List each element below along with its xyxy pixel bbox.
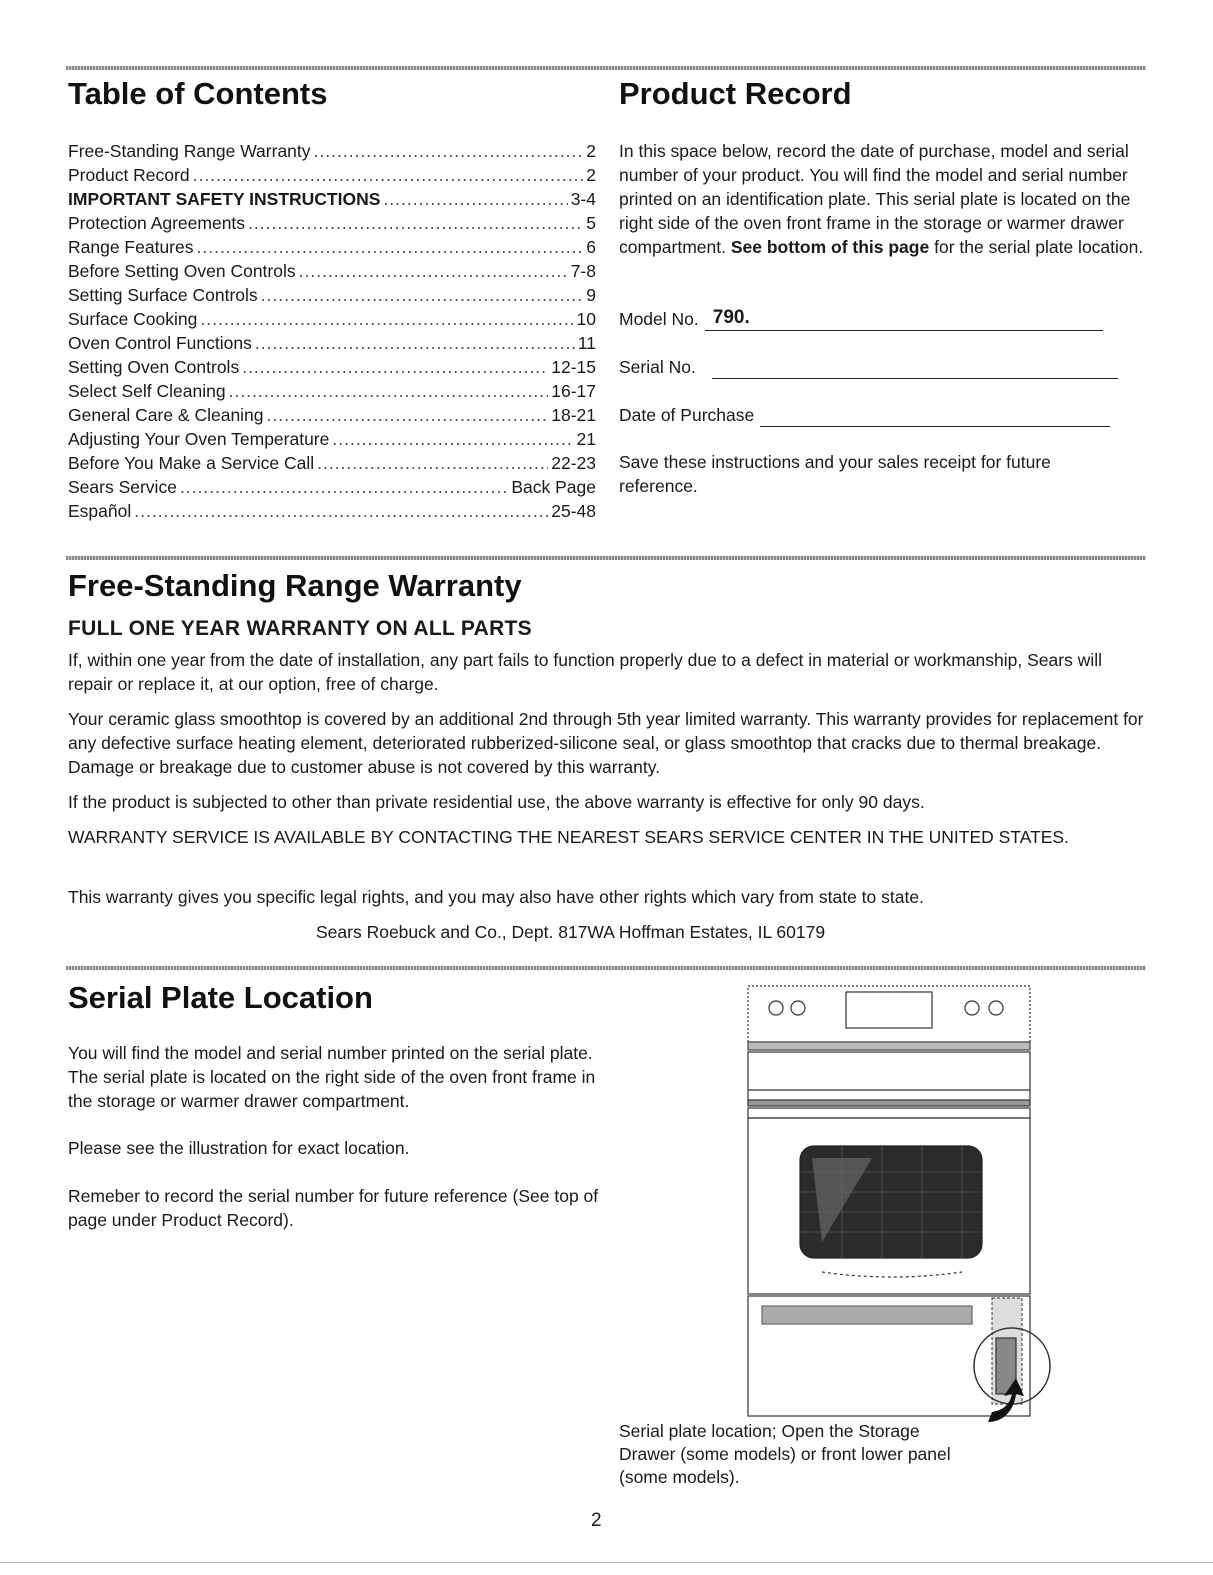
illustration-caption: Serial plate location; Open the Storage Drawer (some models) or front lower panel (some models). (619, 1421, 951, 1487)
toc-leader-dots (317, 451, 548, 475)
toc-list (68, 139, 596, 523)
purchase-date-line[interactable] (760, 404, 1110, 427)
toc-entry-page: 6 (586, 237, 596, 257)
save-note: Save these instructions and your sales receipt for future reference. (619, 452, 1051, 496)
toc-entry-page: 12-15 (551, 357, 596, 377)
knob-icon (791, 1001, 805, 1015)
warranty-para-5: This warranty gives you specific legal rights, and you may also have other rights which vary from state to state. (68, 887, 924, 907)
toc-leader-dots (134, 499, 548, 523)
toc-entry[interactable] (68, 139, 596, 163)
toc-entry-title: Product Record (68, 165, 190, 185)
toc-heading: Table of Contents (68, 76, 328, 111)
model-number-line[interactable] (705, 308, 1103, 331)
toc-entry-page: 7-8 (570, 261, 596, 281)
toc-entry-title: Before You Make a Service Call (68, 453, 315, 473)
warranty-subheading: FULL ONE YEAR WARRANTY ON ALL PARTS (68, 617, 532, 640)
toc-entry-title: Before Setting Oven Controls (68, 261, 296, 281)
bottom-rule (0, 1562, 1213, 1563)
toc-leader-dots (267, 403, 549, 427)
toc-entry-title: Protection Agreements (68, 213, 246, 233)
toc-entry-page: 2 (586, 165, 596, 185)
toc-entry-title: Free-Standing Range Warranty (68, 141, 311, 161)
toc-entry-title: Range Features (68, 237, 194, 257)
warranty-heading: Free-Standing Range Warranty (68, 568, 522, 603)
toc-entry-page: 10 (576, 309, 596, 329)
product-record-heading: Product Record (619, 76, 852, 111)
toc-leader-dots (180, 475, 508, 499)
toc-leader-dots (299, 259, 568, 283)
knob-icon (989, 1001, 1003, 1015)
lower-divider (66, 966, 1146, 970)
toc-entry-title: Adjusting Your Oven Temperature (68, 429, 330, 449)
toc-entry-title: Español (68, 501, 132, 521)
serial-number-field[interactable] (619, 355, 1118, 379)
serial-plate-para-3: Remeber to record the serial number for future reference (See top of page under Product Record). (68, 1186, 599, 1230)
toc-leader-dots (242, 355, 548, 379)
warranty-para-3: If the product is subjected to other than private residential use, the above warranty is effective for only 90 days. (68, 792, 925, 812)
product-record-intro-tail: for the serial plate location. (934, 237, 1144, 257)
toc-entry-title: Select Self Cleaning (68, 381, 226, 401)
top-divider (66, 66, 1146, 70)
toc-entry-title: Sears Service (68, 477, 177, 497)
toc-leader-dots (383, 187, 567, 211)
toc-entry-page: 11 (577, 333, 596, 353)
serial-plate-para-2: Please see the illustration for exact location. (68, 1138, 410, 1158)
toc-entry-page: 16-17 (551, 381, 596, 401)
drawer-handle (762, 1306, 972, 1324)
toc-entry-page: 18-21 (551, 405, 596, 425)
model-number-label: Model No. (619, 309, 699, 329)
toc-leader-dots (197, 235, 584, 259)
toc-entry[interactable] (68, 355, 596, 379)
middle-divider (66, 556, 1146, 560)
toc-entry[interactable] (68, 259, 596, 283)
model-number-field[interactable] (619, 307, 1103, 331)
toc-entry-page: 5 (586, 213, 596, 233)
toc-entry-page: 22-23 (551, 453, 596, 473)
knob-icon (769, 1001, 783, 1015)
serial-number-label: Serial No. (619, 357, 696, 377)
clock-display (846, 992, 932, 1028)
toc-entry-title: Oven Control Functions (68, 333, 252, 353)
toc-entry-title: Surface Cooking (68, 309, 198, 329)
toc-leader-dots (229, 379, 549, 403)
toc-entry-page: 2 (586, 141, 596, 161)
toc-entry-page: 9 (586, 285, 596, 305)
toc-leader-dots (314, 139, 584, 163)
model-number-value: 790. (712, 307, 750, 328)
page-number: 2 (591, 1510, 602, 1531)
product-record-intro-bold: See bottom of this page (730, 237, 930, 257)
warranty-para-2: Your ceramic glass smoothtop is covered by an additional 2nd through 5th year limited warranty. This warranty provides for replacement for any defective surface heating element, deteriorated rubberized-silicone seal, or glass smoothtop that cracks due to thermal breakage. Damage or breakage due to customer abuse is not covered by this warranty. (68, 709, 1144, 777)
serial-plate-para-1: You will find the model and serial number printed on the serial plate. The serial plate is located on the right side of the oven front frame in the storage or warmer drawer compartment. (68, 1043, 596, 1111)
toc-entry[interactable] (68, 283, 596, 307)
toc-entry[interactable] (68, 451, 596, 475)
toc-entry-title: Setting Oven Controls (68, 357, 240, 377)
toc-entry-title: Setting Surface Controls (68, 285, 258, 305)
toc-entry-page: 3-4 (570, 189, 596, 209)
sears-address: Sears Roebuck and Co., Dept. 817WA Hoffman Estates, IL 60179 (316, 922, 826, 942)
warranty-para-1: If, within one year from the date of installation, any part fails to function properly due to a defect in material or workmanship, Sears will repair or replace it, at our option, free of charge. (68, 650, 1102, 694)
toc-entry[interactable] (68, 187, 596, 211)
toc-entry-title: General Care & Cleaning (68, 405, 264, 425)
toc-leader-dots (332, 427, 573, 451)
toc-entry[interactable] (68, 331, 596, 355)
toc-leader-dots (261, 283, 584, 307)
toc-entry-page: 25-48 (551, 501, 596, 521)
knob-icon (965, 1001, 979, 1015)
purchase-date-field[interactable] (619, 403, 1110, 427)
range-illustration (742, 982, 1062, 1422)
toc-entry[interactable] (68, 379, 596, 403)
toc-entry[interactable] (68, 499, 596, 523)
toc-entry-title: IMPORTANT SAFETY INSTRUCTIONS (68, 189, 381, 209)
product-record-intro: In this space below, record the date of purchase, model and serial number of your product. You will find the model and serial number printed on an identification plate. This serial plate is located on the right side of the oven front frame in the storage or warmer drawer compartment. See bottom of this page for the serial plate location. (619, 141, 1144, 257)
toc-leader-dots (248, 211, 583, 235)
toc-entry[interactable] (68, 307, 596, 331)
toc-leader-dots (193, 163, 584, 187)
toc-entry[interactable] (68, 235, 596, 259)
serial-plate-heading: Serial Plate Location (68, 980, 373, 1015)
toc-entry[interactable] (68, 475, 596, 499)
toc-entry-page: 21 (576, 429, 596, 449)
toc-entry[interactable] (68, 163, 596, 187)
serial-number-line[interactable] (712, 356, 1118, 379)
toc-entry[interactable] (68, 427, 596, 451)
toc-entry[interactable] (68, 403, 596, 427)
purchase-date-label: Date of Purchase (619, 405, 755, 425)
toc-leader-dots (255, 331, 575, 355)
warranty-para-4: WARRANTY SERVICE IS AVAILABLE BY CONTACTING THE NEAREST SEARS SERVICE CENTER IN THE UNITED STATES. (68, 827, 1069, 847)
toc-entry[interactable] (68, 211, 596, 235)
toc-leader-dots (200, 307, 573, 331)
toc-entry-page: Back Page (511, 477, 596, 497)
